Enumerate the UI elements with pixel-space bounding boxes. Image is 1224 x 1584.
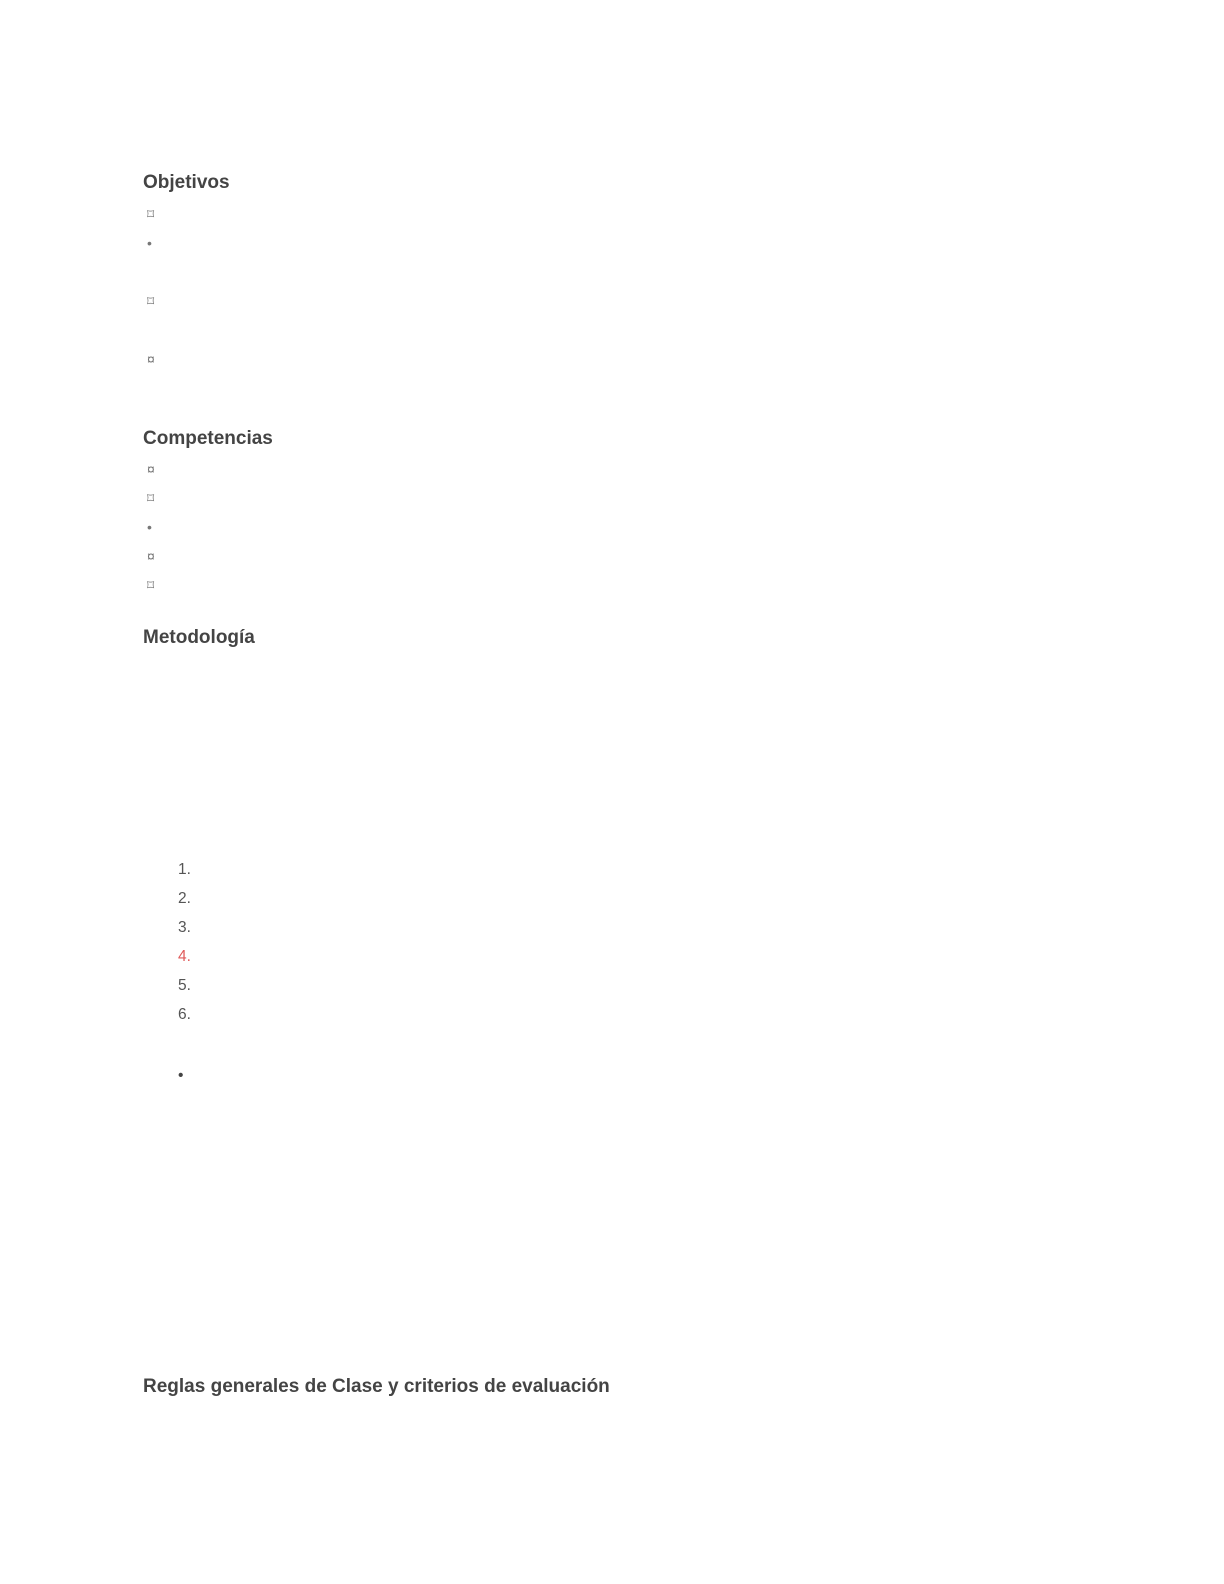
module-item: 6. [178, 1006, 191, 1023]
bullet-icon: • [147, 235, 152, 251]
module-item: 5. [178, 977, 191, 994]
lecturas-bullet [178, 1061, 212, 1090]
objetivos-heading: Objetivos [143, 172, 230, 193]
bullet-icon: ¤ [147, 548, 155, 564]
module-item: 1. [178, 861, 191, 878]
competencias-heading: Competencias [143, 428, 273, 449]
bullet-icon: ¤ [147, 351, 155, 367]
bullet-icon: ⌑ [147, 206, 155, 222]
bullet-icon: ⌑ [147, 577, 155, 593]
module-item: 2. [178, 890, 191, 907]
bullet-icon: • [147, 519, 152, 535]
bullet-icon: ¤ [147, 461, 155, 477]
module-item: 3. [178, 919, 191, 936]
bullet-icon: ⌑ [147, 490, 155, 506]
reglas-heading: Reglas generales de Clase y criterios de evaluación [143, 1376, 610, 1397]
module-item-highlighted: 4. [178, 948, 191, 965]
bullet-icon: ⌑ [147, 293, 155, 309]
metodologia-heading: Metodología [143, 627, 255, 648]
bullet-icon: • [178, 1067, 184, 1084]
